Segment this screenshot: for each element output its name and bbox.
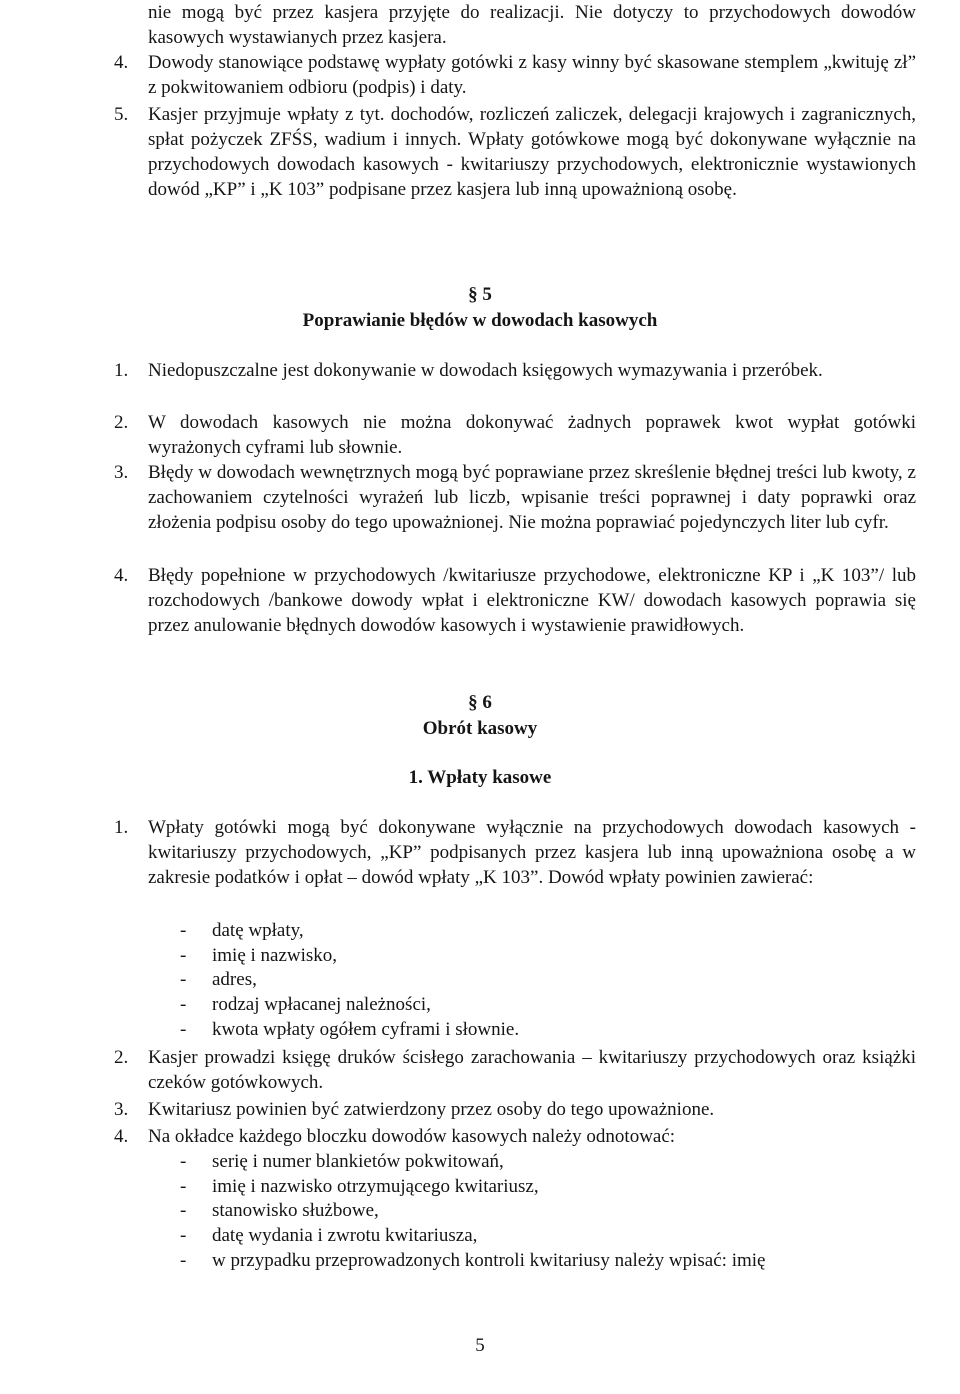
list-number: 3.	[114, 1099, 129, 1120]
continuation-text: nie mogą być przez kasjera przyjęte do realizacji. Nie dotyczy to przychodowych dowodów kasowych wystawianych przez kasjera.	[148, 2, 916, 48]
list-item-5	[114, 102, 916, 202]
section-5-mark: § 5	[468, 284, 492, 305]
section-6-item-1	[114, 815, 916, 890]
list-item: - w przypadku przeprowadzonych kontroli kwitariusy należy wpisać: imię	[180, 1249, 880, 1274]
list-number: 4.	[114, 565, 129, 586]
list-item: - kwota wpłaty ogółem cyframi i słownie.	[180, 1018, 880, 1043]
list-item: - imię i nazwisko otrzymującego kwitariusz,	[180, 1175, 880, 1200]
booklet-notes-list	[180, 1150, 880, 1274]
list-item-text: Kasjer przyjmuje wpłaty z tyt. dochodów, rozliczeń zaliczek, delegacji krajowych i zagranicznych, spłat pożyczek ZFŚS, wadium i innych. Wpłaty gotówkowe mogą być dokonywane wyłącznie na przychodowych dowodach kasowych - kwitariuszy przychodowych, elektronicznie wystawionych dowód „KP” i „K 103” podpisane przez kasjera lub inną upoważnioną osobę.	[148, 104, 916, 200]
section-5-item-1	[114, 358, 916, 383]
payment-fields-list	[180, 919, 880, 1043]
section-5-title: Poprawianie błędów w dowodach kasowych	[302, 310, 658, 331]
list-item: - stanowisko służbowe,	[180, 1199, 880, 1224]
list-item-text: Dowody stanowiące podstawę wypłaty gotówki z kasy winny być skasowane stemplem „kwituję zł” z pokwitowaniem odbioru (podpis) i daty.	[148, 52, 916, 98]
list-item: - datę wpłaty,	[180, 919, 880, 944]
list-item: - serię i numer blankietów pokwitowań,	[180, 1150, 880, 1175]
section-5-item-4	[114, 563, 916, 638]
section-5-item-3	[114, 460, 916, 535]
list-number: 4.	[114, 52, 129, 73]
section-6-mark: § 6	[468, 692, 492, 713]
list-number: 1.	[114, 360, 129, 381]
list-number: 2.	[114, 412, 129, 433]
list-item: - adres,	[180, 968, 880, 993]
list-item-text: Błędy w dowodach wewnętrznych mogą być poprawiane przez skreślenie błędnej treści lub kwoty, z zachowaniem czytelności wyrażeń lub liczb, wpisanie treści poprawnej i daty poprawki oraz złożenia podpisu osoby do tego upoważnionej. Nie można poprawiać pojedynczych liter lub cyfr.	[148, 462, 916, 533]
list-item: - datę wydania i zwrotu kwitariusza,	[180, 1224, 880, 1249]
section-6-item-3	[114, 1097, 916, 1122]
list-item-text: W dowodach kasowych nie można dokonywać żadnych poprawek kwot wypłat gotówki wyrażonych cyframi lub słownie.	[148, 412, 916, 458]
list-item-text: Wpłaty gotówki mogą być dokonywane wyłącznie na przychodowych dowodach kasowych - kwitariuszy przychodowych, „KP” podpisanych przez kasjera lub inną upoważniona osobę a w zakresie podatków i opłat – dowód wpłaty „K 103”. Dowód wpłaty powinien zawierać:	[148, 817, 916, 888]
section-6-subtitle: 1. Wpłaty kasowe	[408, 767, 552, 788]
list-item: - rodzaj wpłacanej należności,	[180, 993, 880, 1018]
list-number: 3.	[114, 462, 129, 483]
list-item-4	[114, 50, 916, 100]
list-number: 2.	[114, 1047, 129, 1068]
list-item-text: Niedopuszczalne jest dokonywanie w dowodach księgowych wymazywania i przeróbek.	[148, 360, 823, 381]
section-6-item-2	[114, 1045, 916, 1095]
list-item-text: Kasjer prowadzi księgę druków ścisłego zarachowania – kwitariuszy przychodowych oraz książki czeków gotówkowych.	[148, 1047, 916, 1093]
list-item-text: Kwitariusz powinien być zatwierdzony przez osoby do tego upoważnione.	[148, 1099, 715, 1120]
list-number: 4.	[114, 1126, 129, 1147]
list-item-text: Na okładce każdego bloczku dowodów kasowych należy odnotować:	[148, 1126, 676, 1147]
list-item-text: Błędy popełnione w przychodowych /kwitariusze przychodowe, elektroniczne KP i „K 103”/ lub rozchodowych /bankowe dowody wpłat i elektroniczne KW/ dowodach kasowych poprawia się przez anulowanie błędnych dowodów kasowych i wystawienie prawidłowych.	[148, 565, 916, 636]
page-number: 5	[475, 1335, 485, 1356]
list-item: - imię i nazwisko,	[180, 944, 880, 969]
section-6-title: Obrót kasowy	[422, 718, 538, 739]
continuation-paragraph	[148, 0, 916, 50]
list-number: 1.	[114, 817, 129, 838]
section-5-item-2	[114, 410, 916, 460]
list-number: 5.	[114, 104, 129, 125]
section-6-item-4	[114, 1124, 916, 1149]
